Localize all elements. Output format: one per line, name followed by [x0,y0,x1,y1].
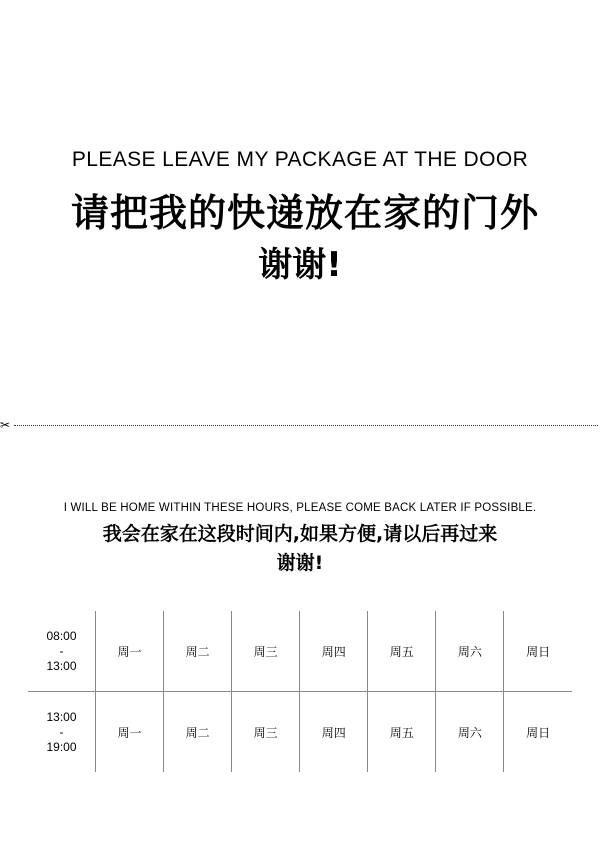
day-cell[interactable]: 周五 [368,611,436,692]
dotted-divider [14,425,598,426]
availability-schedule-table [28,611,572,772]
day-cell[interactable]: 周六 [436,692,504,773]
day-cell[interactable]: 周日 [504,611,572,692]
time-start: 08:00 [46,628,77,643]
day-cell[interactable]: 周五 [368,692,436,773]
scissors-icon: ✂ [0,418,11,432]
cut-line [0,415,600,435]
day-cell[interactable]: 周六 [436,611,504,692]
time-separator: - [59,643,64,658]
day-cell[interactable]: 周四 [300,611,368,692]
time-start: 13:00 [46,709,77,724]
package-notice-thanks: 谢谢! [258,245,342,285]
day-cell[interactable]: 周三 [232,611,300,692]
availability-notice-english: I WILL BE HOME WITHIN THESE HOURS, PLEASE COME BACK LATER IF POSSIBLE. [63,502,537,514]
day-cell[interactable]: 周日 [504,692,572,773]
day-cell[interactable]: 周一 [96,692,164,773]
time-end: 19:00 [46,739,77,754]
time-end: 13:00 [46,658,77,673]
time-separator: - [59,724,64,739]
time-slot-cell [28,692,96,773]
availability-notice-thanks: 谢谢! [276,552,324,574]
table-row [28,692,572,773]
day-cell[interactable]: 周四 [300,692,368,773]
availability-notice-chinese: 我会在家在这段时间内,如果方便,请以后再过来 [102,523,498,545]
package-notice-chinese: 请把我的快递放在家的门外 [70,191,539,235]
package-notice-english: PLEASE LEAVE MY PACKAGE AT THE DOOR [71,148,529,171]
time-slot-cell [28,611,96,692]
day-cell[interactable]: 周二 [164,611,232,692]
day-cell[interactable]: 周三 [232,692,300,773]
table-row [28,611,572,692]
day-cell[interactable]: 周一 [96,611,164,692]
day-cell[interactable]: 周二 [164,692,232,773]
